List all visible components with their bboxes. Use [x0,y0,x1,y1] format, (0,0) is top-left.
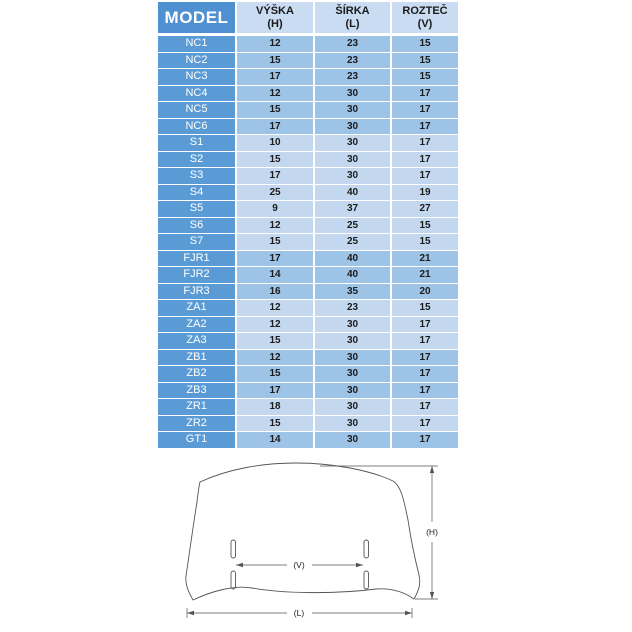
table-row [158,317,458,333]
table-row [158,300,458,316]
value-cell-l: 25 [315,234,390,250]
table-row [158,383,458,399]
value-cell-v: 17 [392,317,458,333]
value-cell-l: 30 [315,317,390,333]
column-header-vyska [237,2,313,35]
value-cell-l: 25 [315,218,390,234]
value-cell-l: 40 [315,251,390,267]
table-row [158,36,458,52]
model-cell: NC4 [158,86,235,102]
column-header-sirka [315,2,390,35]
value-cell-v: 17 [392,333,458,349]
model-cell: S6 [158,218,235,234]
value-cell-v: 15 [392,53,458,69]
value-cell-v: 17 [392,86,458,102]
column-header-label: VÝŠKA [256,4,294,17]
value-cell-h: 15 [237,234,313,250]
slot-right-lower-icon [364,571,369,589]
value-cell-h: 25 [237,185,313,201]
table-row [158,53,458,69]
v-arrow-right-icon [356,563,363,567]
value-cell-h: 15 [237,416,313,432]
model-cell: S4 [158,185,235,201]
l-dimension-label: (L) [293,608,305,618]
table-row [158,102,458,118]
v-dimension-label: (V) [293,560,305,570]
table-row [158,284,458,300]
value-cell-h: 12 [237,218,313,234]
column-header-roztec [392,2,458,35]
column-header-label: ROZTEČ [402,4,448,17]
model-cell: NC5 [158,102,235,118]
value-cell-l: 23 [315,36,390,52]
value-cell-h: 16 [237,284,313,300]
value-cell-h: 15 [237,333,313,349]
value-cell-v: 17 [392,383,458,399]
column-header-sub: (H) [267,17,283,30]
column-header-model: MODEL [158,2,235,35]
slot-left-upper-icon [231,540,236,558]
spec-table-wrap [156,1,460,449]
value-cell-l: 30 [315,102,390,118]
value-cell-h: 15 [237,53,313,69]
model-cell: ZA1 [158,300,235,316]
value-cell-l: 23 [315,300,390,316]
windscreen-diagram [178,456,454,630]
value-cell-v: 20 [392,284,458,300]
model-cell: ZA2 [158,317,235,333]
value-cell-v: 17 [392,399,458,415]
l-arrow-right-icon [405,611,412,615]
model-cell: ZR2 [158,416,235,432]
value-cell-h: 12 [237,36,313,52]
slot-right-upper-icon [364,540,369,558]
table-row [158,416,458,432]
model-cell: ZB1 [158,350,235,366]
table-row [158,152,458,168]
model-cell: NC2 [158,53,235,69]
value-cell-l: 40 [315,267,390,283]
value-cell-h: 12 [237,300,313,316]
table-row [158,399,458,415]
table-row [158,119,458,135]
value-cell-l: 23 [315,53,390,69]
model-cell: S5 [158,201,235,217]
value-cell-h: 15 [237,102,313,118]
value-cell-v: 17 [392,135,458,151]
column-header-sub: (V) [417,17,433,30]
value-cell-h: 17 [237,119,313,135]
table-row [158,135,458,151]
value-cell-v: 15 [392,218,458,234]
l-arrow-left-icon [187,611,194,615]
value-cell-v: 17 [392,152,458,168]
h-arrow-bottom-icon [430,592,434,599]
model-cell: FJR3 [158,284,235,300]
model-cell: NC6 [158,119,235,135]
value-cell-h: 15 [237,366,313,382]
value-cell-l: 23 [315,69,390,85]
value-cell-h: 18 [237,399,313,415]
slot-left-lower-icon [231,571,236,589]
table-row [158,333,458,349]
table-row [158,267,458,283]
value-cell-l: 30 [315,416,390,432]
model-cell: ZB2 [158,366,235,382]
model-cell: GT1 [158,432,235,448]
value-cell-h: 12 [237,350,313,366]
value-cell-v: 27 [392,201,458,217]
value-cell-l: 30 [315,135,390,151]
value-cell-l: 30 [315,399,390,415]
h-dimension-label: (H) [426,527,438,537]
table-header [158,2,458,35]
table-row [158,201,458,217]
model-cell: ZR1 [158,399,235,415]
table-row [158,86,458,102]
table-row [158,218,458,234]
model-cell: FJR1 [158,251,235,267]
column-header-sub: (L) [345,17,360,30]
value-cell-h: 14 [237,267,313,283]
value-cell-l: 30 [315,333,390,349]
value-cell-l: 35 [315,284,390,300]
value-cell-h: 15 [237,152,313,168]
model-cell: S2 [158,152,235,168]
column-header-label: ŠÍRKA [335,4,370,17]
value-cell-l: 30 [315,119,390,135]
model-cell: ZA3 [158,333,235,349]
value-cell-h: 14 [237,432,313,448]
value-cell-h: 17 [237,168,313,184]
table-row [158,69,458,85]
value-cell-v: 15 [392,69,458,85]
value-cell-h: 17 [237,251,313,267]
value-cell-l: 30 [315,152,390,168]
table-row [158,350,458,366]
value-cell-h: 17 [237,383,313,399]
value-cell-l: 30 [315,383,390,399]
value-cell-l: 30 [315,350,390,366]
value-cell-v: 15 [392,234,458,250]
value-cell-v: 17 [392,416,458,432]
spec-table [156,1,460,449]
value-cell-h: 12 [237,317,313,333]
windscreen-outline [186,463,420,600]
table-row [158,234,458,250]
model-cell: S3 [158,168,235,184]
value-cell-h: 17 [237,69,313,85]
value-cell-l: 37 [315,201,390,217]
value-cell-h: 10 [237,135,313,151]
model-cell: S1 [158,135,235,151]
value-cell-v: 17 [392,366,458,382]
table-body [158,36,458,448]
table-row [158,366,458,382]
value-cell-v: 17 [392,102,458,118]
value-cell-v: 17 [392,350,458,366]
value-cell-l: 40 [315,185,390,201]
value-cell-v: 21 [392,251,458,267]
value-cell-l: 30 [315,366,390,382]
value-cell-l: 30 [315,86,390,102]
value-cell-h: 9 [237,201,313,217]
value-cell-h: 12 [237,86,313,102]
value-cell-v: 15 [392,36,458,52]
table-row [158,168,458,184]
value-cell-v: 17 [392,168,458,184]
model-cell: S7 [158,234,235,250]
table-row [158,432,458,448]
table-row [158,185,458,201]
value-cell-v: 19 [392,185,458,201]
v-arrow-left-icon [236,563,243,567]
value-cell-l: 30 [315,432,390,448]
model-cell: NC1 [158,36,235,52]
value-cell-v: 17 [392,119,458,135]
h-arrow-top-icon [430,466,434,473]
table-row [158,251,458,267]
value-cell-l: 30 [315,168,390,184]
model-cell: NC3 [158,69,235,85]
model-cell: ZB3 [158,383,235,399]
value-cell-v: 17 [392,432,458,448]
value-cell-v: 15 [392,300,458,316]
model-cell: FJR2 [158,267,235,283]
value-cell-v: 21 [392,267,458,283]
